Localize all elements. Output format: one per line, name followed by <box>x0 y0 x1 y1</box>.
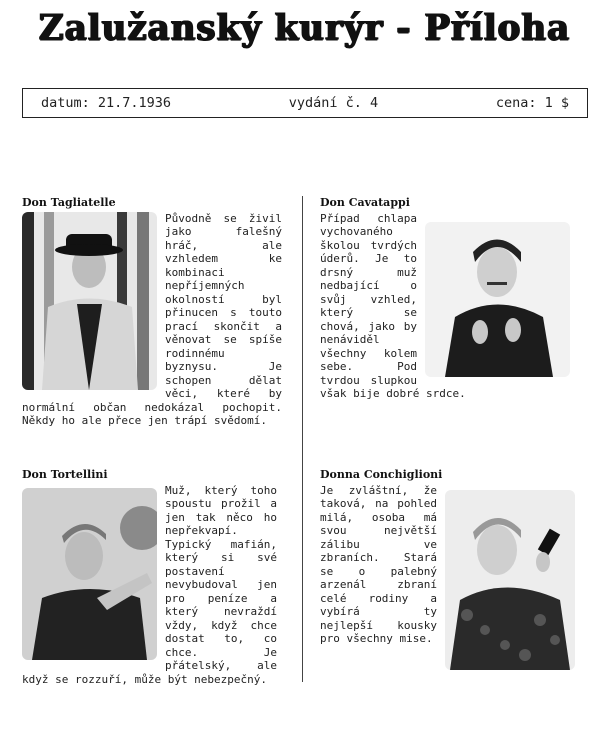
issue-info-bar <box>22 88 588 118</box>
article-donna-conchiglioni <box>320 468 575 674</box>
portrait-photo <box>22 488 157 660</box>
article-don-tortellini <box>22 468 277 686</box>
column-divider <box>302 196 303 682</box>
article-text: Muž, který toho spoustu prožil a jen tak něco ho nepřekvapí. Typický mafián, který si své postavení nevybudoval jen pro peníze a který nevraždí vždy, když chce dostat to, co chce. Je přátelský, ale když se rozzuří, může být nebezpečný. <box>22 483 277 686</box>
newspaper-title: Zalužanský kurýr - Příloha <box>38 7 571 49</box>
article-heading: Don Tagliatelle <box>22 196 116 209</box>
portrait-man-pointing-icon <box>22 488 157 660</box>
portrait-photo <box>22 212 157 390</box>
article-text: Původně se živil jako falešný hráč, ale vzhledem ke kombinaci nepříjemných okolností byl přinucen s touto prací skončit a věnovat se spíše rodinnému byznysu. Je schopen dělat věci, které by normální občan nedokázal pochopit. Někdy ho ale přece jen trápí svědomí. <box>22 211 282 427</box>
portrait-photo <box>425 222 570 377</box>
portrait-photo <box>445 490 575 670</box>
portrait-woman-pistol-icon <box>445 490 575 670</box>
article-text: Je zvláštní, že taková, na pohled milá, osoba má svou největší zálibu ve zbraních. Stará se o palebný arzenál zbraní celé rodiny a vybírá ty nejlepší kousky pro všechny mise. <box>320 483 437 645</box>
article-don-cavatappi <box>320 196 570 401</box>
issue-price: cena: 1 $ <box>495 95 569 111</box>
issue-number: vydání č. 4 <box>288 95 379 111</box>
article-heading: Donna Conchiglioni <box>320 468 443 481</box>
portrait-man-mustache-icon <box>425 222 570 377</box>
issue-date: datum: 21.7.1936 <box>41 95 172 111</box>
article-text: Případ chlapa vychovaného školou tvrdých úderů. Je to drsný muž nedbající o svůj vzhled, který se chová, jako by nenáviděl všechny kolem sebe. Pod tvrdou slupkou však bije dobré srdce. <box>320 211 466 400</box>
article-heading: Don Tortellini <box>22 468 108 481</box>
article-don-tagliatelle <box>22 196 282 428</box>
article-heading: Don Cavatappi <box>320 196 410 209</box>
portrait-man-hat-icon <box>22 212 157 390</box>
